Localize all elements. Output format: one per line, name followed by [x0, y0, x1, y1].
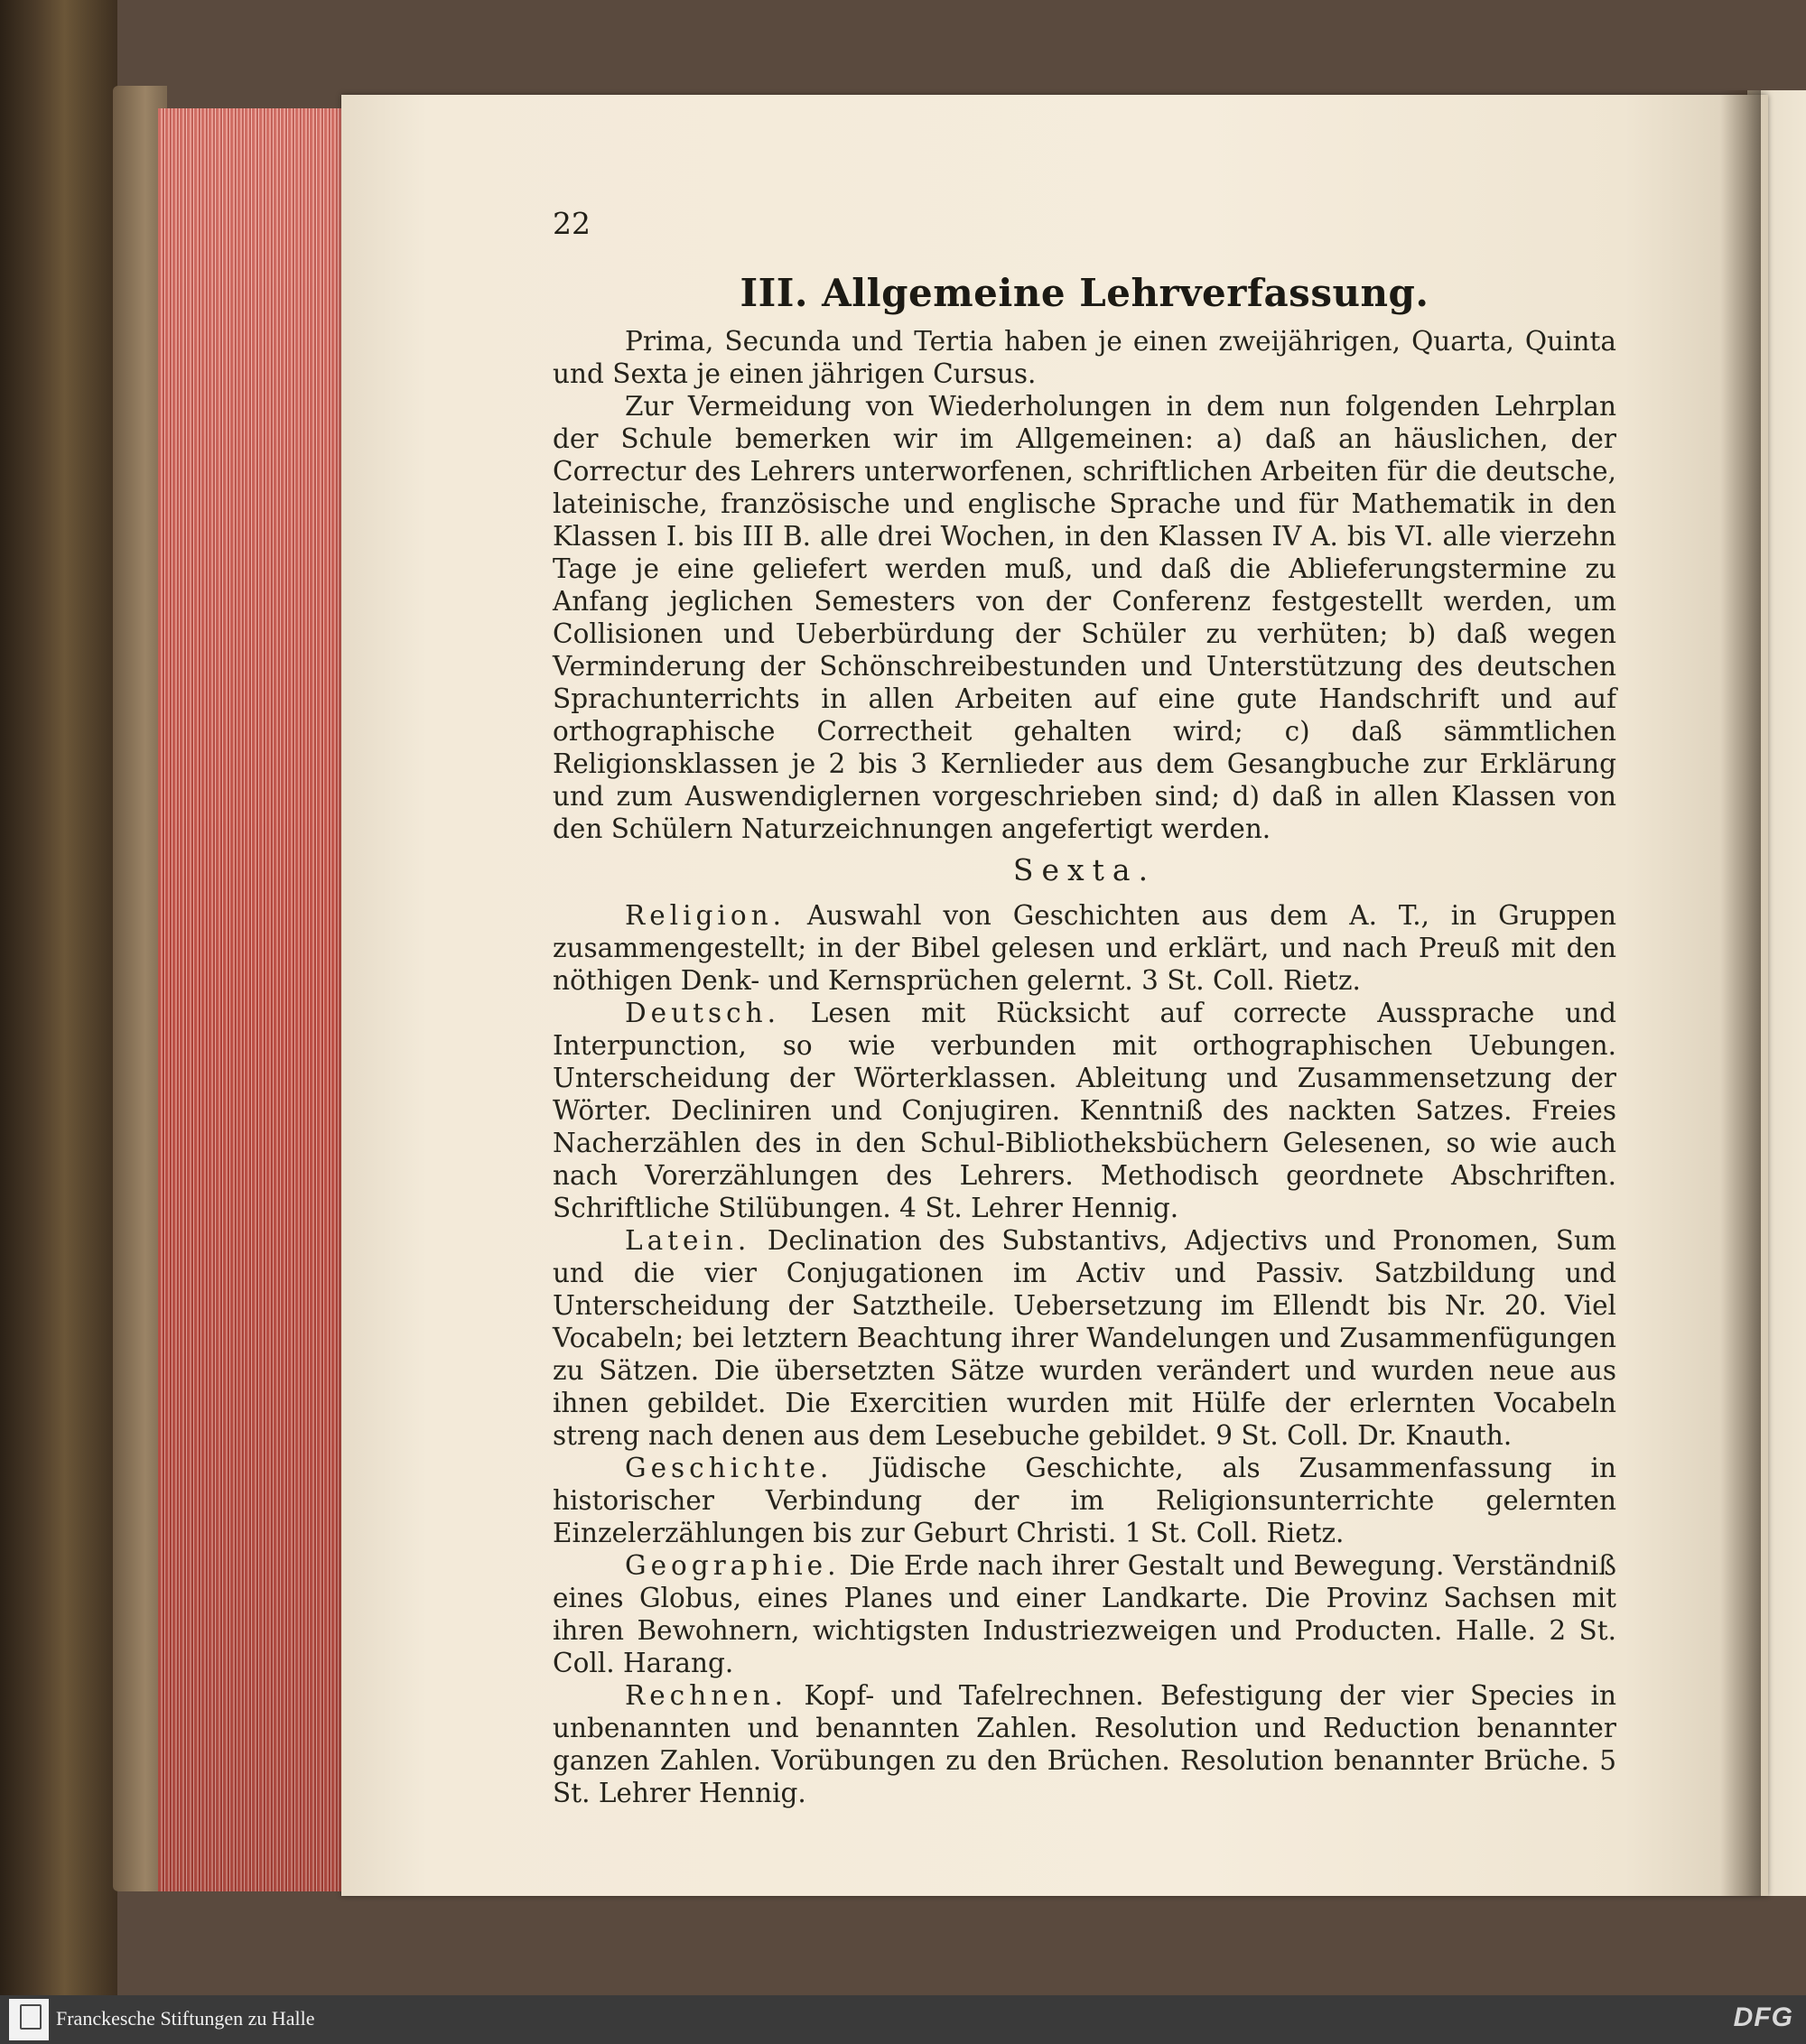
paragraph-general-remarks: Zur Vermeidung von Wiederholungen in dem nun folgenden Lehrplan der Schule bemerken wir im Allgemeinen: a) daß an häuslichen, der Correctur des Lehrers unterworfenen, schriftlichen Arbeiten für die deutsche, lateinische, französische und englische Sprache und für Mathematik in den Klassen I. bis III B. alle drei Wochen, in den Klassen IV A. bis VI. alle vierzehn Tage je eine geliefert werden muß, und daß die Ablieferungstermine zu Anfang jeglichen Semesters von der Conferenz festgestellt werden, um Collisionen und Ueberbürdung der Schüler zu verhüten; b) daß wegen Verminderung der Schönschreibestunden und Unterstützung des deutschen Sprachunterrichts in allen Arbeiten auf eine gute Handschrift und auf orthographische Correctheit gehalten wird; c) daß sämmtlichen Religionsklassen je 2 bis 3 Kernlieder aus dem Gesangbuche zur Erklärung und zum Auswendiglernen vorgeschrieben sind; d) daß in allen Klassen von den Schülern Naturzeichnungen angefertigt werden. — [553, 391, 1616, 844]
paragraph-cursus: Prima, Secunda und Tertia haben je einen zweijährigen, Quarta, Quinta und Sexta je einen jährigen Cursus. — [553, 326, 1616, 389]
entry-text-religion: Auswahl von Geschichten aus dem A. T., in Gruppen zusammengestellt; in der Bibel gelesen und erklärt, und nach Preuß mit den nöthigen Denk- und Kernsprüchen gelernt. 3 St. Coll. Rietz. — [553, 900, 1616, 996]
entry-label-religion: Religion. — [625, 900, 786, 931]
section-heading: III. Allgemeine Lehrverfassung. — [740, 271, 1429, 315]
book-spine — [0, 0, 117, 1995]
viewer-footer-bar — [0, 1995, 1806, 2044]
entry-text-geschichte: Jüdische Geschichte, als Zusammenfassung in historischer Verbindung der im Religionsunterrichte gelernten Einzelerzählungen bis zur Geburt Christi. 1 St. Coll. Rietz. — [553, 1453, 1616, 1548]
entry-text-geographie: Die Erde nach ihrer Gestalt und Bewegung. Verständniß eines Globus, eines Planes und einer Landkarte. Die Provinz Sachsen mit ihren Bewohnern, wichtigsten Industriezweigen und Producten. Halle. 2 St. Coll. Harang. — [553, 1550, 1616, 1678]
entry-rechnen — [553, 1679, 1616, 1809]
entry-religion — [553, 899, 1616, 997]
page-number: 22 — [553, 206, 591, 241]
entry-label-geographie: Geographie. — [625, 1550, 841, 1581]
entry-text-latein: Declination des Substantivs, Adjectivs und Pronomen, Sum und die vier Conjugationen im Activ und Passiv. Satzbildung und Unterscheidung der Satztheile. Uebersetzung im Ellendt bis Nr. 20. Viel Vocabeln; bei letztern Beachtung ihrer Wandelungen und Zusammenfügungen zu Sätzen. Die übersetzten Sätze wurden verändert und wurden neue aus ihnen gebildet. Die Exercitien wurden mit Hülfe der erlernten Vocabeln streng nach denen aus dem Lesebuche gebildet. 9 St. Coll. Dr. Knauth. — [553, 1225, 1616, 1451]
entry-label-rechnen: Rechnen. — [625, 1680, 788, 1711]
entry-label-geschichte: Geschichte. — [625, 1453, 833, 1483]
entry-geographie — [553, 1549, 1616, 1679]
page-edges-shade — [158, 108, 343, 1891]
entry-text-deutsch: Lesen mit Rücksicht auf correcte Aussprache und Interpunction, so wie verbunden mit orthographischen Uebungen. Unterscheidung der Wörterklassen. Ableitung und Zusammensetzung der Wörter. Decliniren und Conjugiren. Kenntniß des nackten Satzes. Freies Nacherzählen des in den Schul-Bibliotheksbüchern Gelesenen, so wie auch nach Vorerzählungen des Lehrers. Methodisch geordnete Abschriften. Schriftliche Stilübungen. 4 St. Lehrer Hennig. — [553, 998, 1616, 1223]
page-body — [553, 325, 1616, 1809]
entry-deutsch — [553, 997, 1616, 1224]
francke-logo-icon[interactable] — [9, 1999, 49, 2040]
entry-label-latein: Latein. — [625, 1225, 751, 1256]
institution-name[interactable]: Franckesche Stiftungen zu Halle — [56, 2007, 315, 2030]
entry-geschichte — [553, 1452, 1616, 1549]
subsection-title-sexta: Sexta. — [1012, 852, 1157, 887]
entry-latein — [553, 1224, 1616, 1452]
gutter-shadow — [1720, 90, 1761, 1896]
entry-text-rechnen: Kopf- und Tafelrechnen. Befestigung der vier Species in unbenannten und benannten Zahlen. Resolution und Reduction benannter ganzen Zahlen. Vorübungen zu den Brüchen. Resolution benannter Brüche. 5 St. Lehrer Hennig. — [553, 1680, 1616, 1808]
entry-label-deutsch: Deutsch. — [625, 998, 781, 1028]
dfg-logo[interactable]: DFG — [1733, 2002, 1793, 2032]
